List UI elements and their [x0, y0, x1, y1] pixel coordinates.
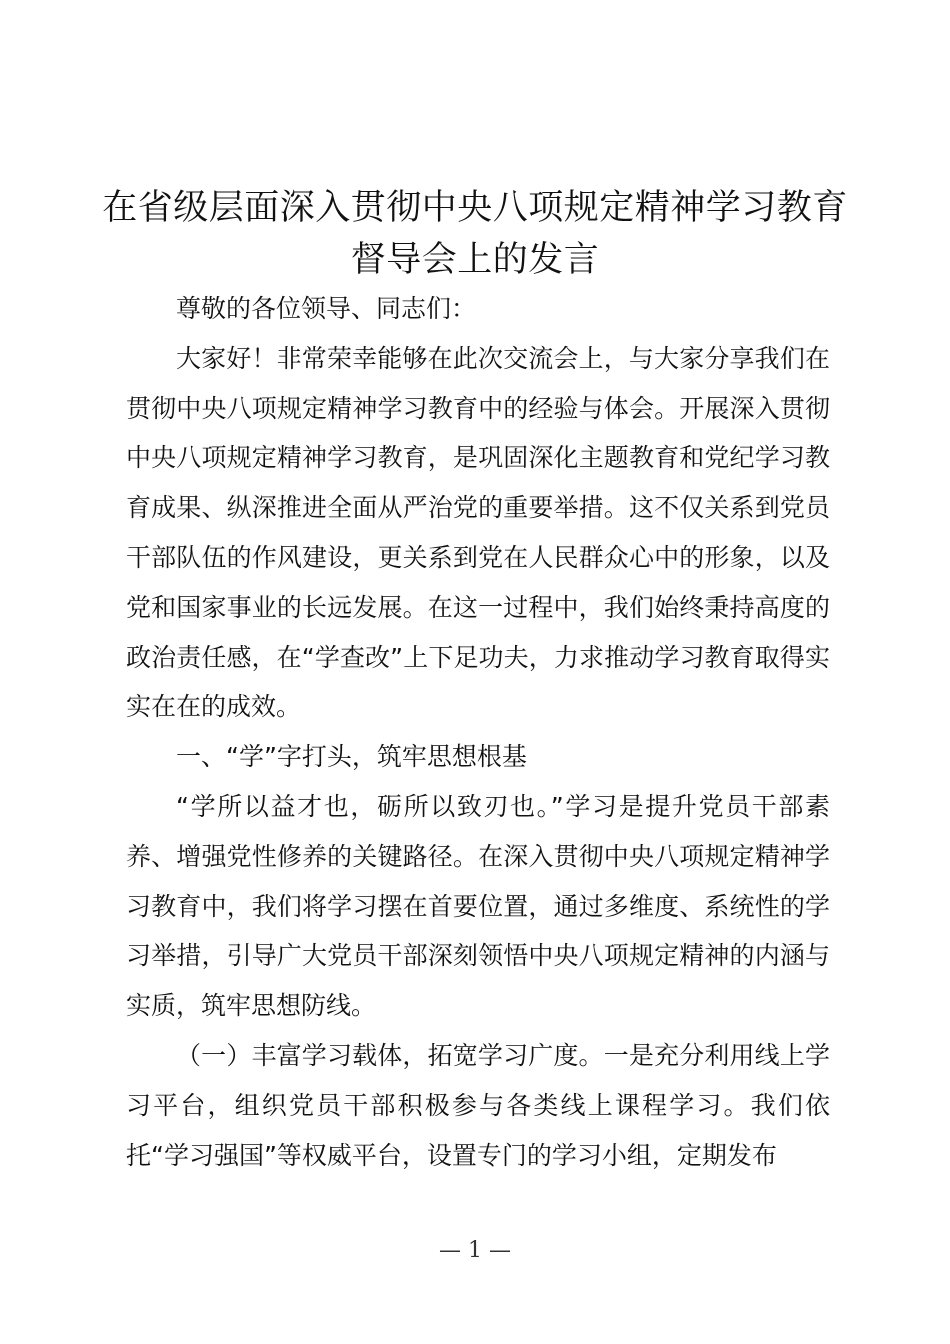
document-body — [126, 284, 830, 1180]
body-paragraph: “学所以益才也，砺所以致刃也。”学习是提升党员干部素养、增强党性修养的关键路径。在深入贯彻中央八项规定精神学习教育中，我们将学习摆在首要位置，通过多维度、系统性的学习举措，引导广大党员干部深刻领悟中央八项规定精神的内涵与实质，筑牢思想防线。 — [126, 791, 830, 1021]
intro-paragraph: 大家好！非常荣幸能够在此次交流会上，与大家分享我们在贯彻中央八项规定精神学习教育中的经验与体会。开展深入贯彻中央八项规定精神学习教育，是巩固深化主题教育和党纪学习教育成果、纵深推进全面从严治党的重要举措。这不仅关系到党员干部队伍的作风建设，更关系到党在人民群众心中的形象，以及党和国家事业的长远发展。在这一过程中，我们始终秉持高度的政治责任感，在“学查改”上下足功夫，力求推动学习教育取得实实在在的成效。 — [126, 343, 830, 722]
salutation-paragraph: 尊敬的各位领导、同志们： — [176, 294, 477, 323]
body-paragraph: （一）丰富学习载体，拓宽学习广度。一是充分利用线上学习平台，组织党员干部积极参与各类线上课程学习。我们依托“学习强国”等权威平台，设置专门的学习小组，定期发布 — [126, 1040, 830, 1170]
page-number: — 1 — — [439, 1238, 511, 1263]
section-heading: 一、“学”字打头，筑牢思想根基 — [176, 742, 527, 772]
document-title: 在省级层面深入贯彻中央八项规定精神学习教育督导会上的发言 — [102, 188, 848, 280]
